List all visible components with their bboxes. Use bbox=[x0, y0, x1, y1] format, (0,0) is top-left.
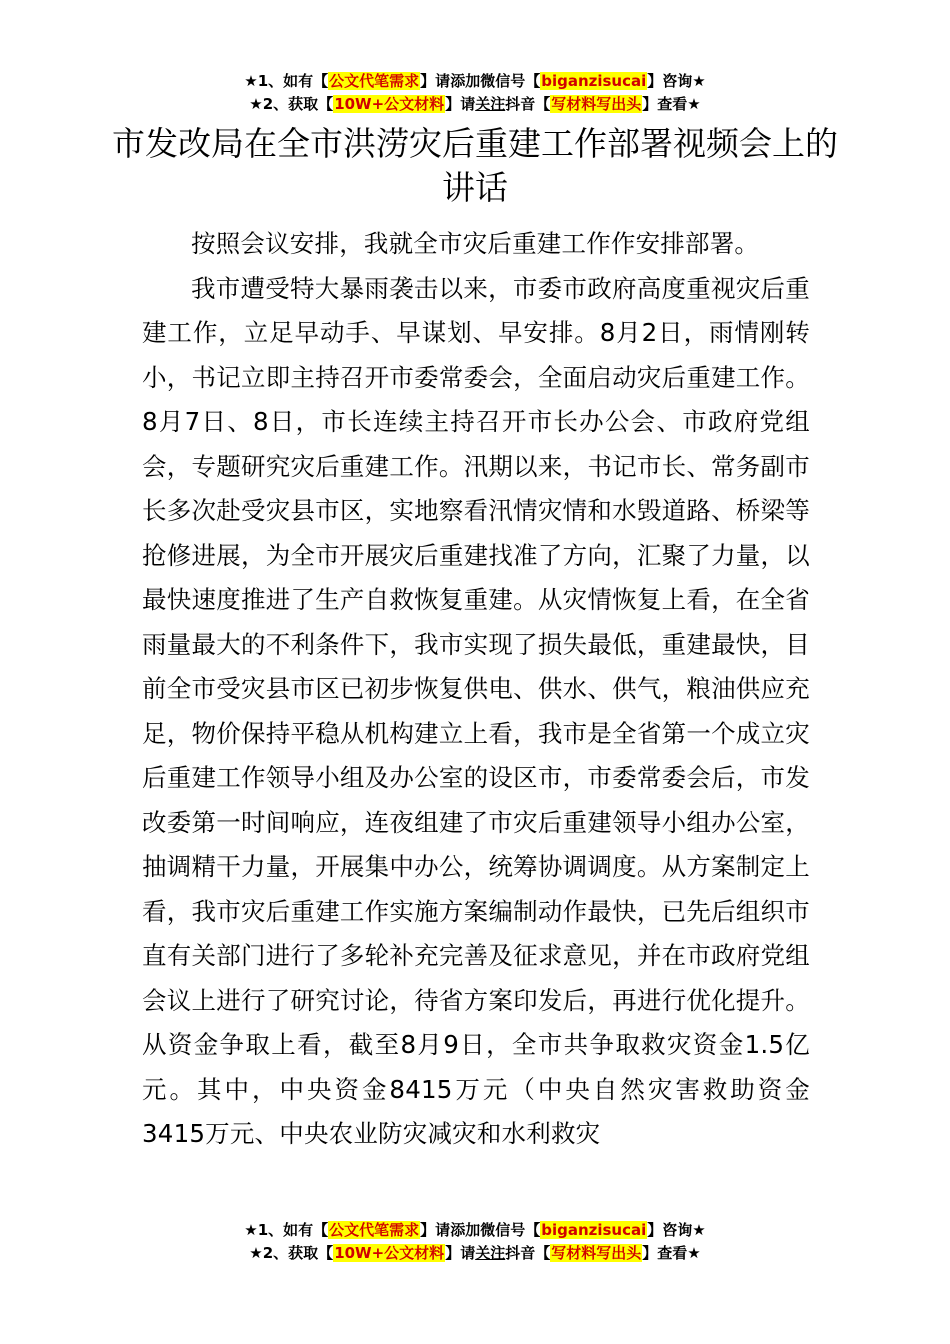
promo-text: 微信号【 bbox=[480, 72, 541, 90]
promo-text: ★1、如有【 bbox=[244, 1221, 329, 1239]
paragraph-intro: 按照会议安排，我就全市灾后重建工作作安排部署。 bbox=[191, 229, 760, 258]
promo-text: ★2、获取【 bbox=[249, 1244, 334, 1262]
document-title: 市发改局在全市洪涝灾后重建工作部署视频会上的讲话 bbox=[112, 124, 838, 207]
document-body bbox=[142, 222, 810, 1157]
promo-highlight: 写材料写出头 bbox=[551, 95, 642, 113]
promo-text: 】请 bbox=[420, 1221, 451, 1239]
promo-emphasis: 关注 bbox=[475, 95, 506, 113]
paragraph-main: 我市遭受特大暴雨袭击以来，市委市政府高度重视灾后重建工作，立足早动手、早谋划、早安排。8月2日，雨情刚转小，书记立即主持召开市委常委会，全面启动灾后重建工作。8月7日、8日，市长连续主持召开市长办公会、市政府党组会，专题研究灾后重建工作。汛期以来，书记市长、常务副市长多次赴受灾县市区，实地察看汛情灾情和水毁道路、桥梁等抢修进展，为全市开展灾后重建找准了方向，汇聚了力量，以最快速度推进了生产自救恢复重建。从灾情恢复上看，在全省雨量最大的不利条件下，我市实现了损失最低，重建最快，目前全市受灾县市区已初步恢复供电、供水、供气，粮油供应充足，物价保持平稳从机构建立上看，我市是全省第一个成立灾后重建工作领导小组及办公室的设区市，市委常委会后，市发改委第一时间响应，连夜组建了市灾后重建领导小组办公室，抽调精干力量，开展集中办公，统筹协调调度。从方案制定上看，我市灾后重建工作实施方案编制动作最快，已先后组织市直有关部门进行了多轮补充完善及征求意见，并在市政府党组会议上进行了研究讨论，待省方案印发后，再进行优化提升。从资金争取上看，截至8月9日，全市共争取救灾资金1.5亿元。其中，中央资金8415万元（中央自然灾害救助资金3415万元、中央农业防灾减灾和水利救灾 bbox=[142, 273, 810, 1148]
promo-emphasis: 关注 bbox=[475, 1244, 506, 1262]
promo-text: 】咨询★ bbox=[647, 72, 706, 90]
promo-emphasis: 添加 bbox=[450, 1221, 481, 1239]
promo-text: 】请 bbox=[445, 95, 476, 113]
promo-banner-top bbox=[0, 70, 950, 116]
promo-line-1 bbox=[0, 1219, 950, 1242]
promo-text: 】咨询★ bbox=[647, 1221, 706, 1239]
promo-line-1 bbox=[0, 70, 950, 93]
promo-text: 】请 bbox=[420, 72, 451, 90]
promo-text: ★2、获取【 bbox=[249, 95, 334, 113]
promo-banner-bottom bbox=[0, 1219, 950, 1265]
promo-highlight: 公文代笔需求 bbox=[329, 1221, 420, 1239]
promo-line-2 bbox=[0, 93, 950, 116]
promo-emphasis: 添加 bbox=[450, 72, 481, 90]
promo-text: 】查看★ bbox=[642, 1244, 701, 1262]
promo-text: 】请 bbox=[445, 1244, 476, 1262]
promo-highlight: 10W+公文材料 bbox=[334, 95, 445, 113]
promo-line-2 bbox=[0, 1242, 950, 1265]
promo-highlight: 写材料写出头 bbox=[551, 1244, 642, 1262]
promo-text: 抖音【 bbox=[505, 95, 551, 113]
promo-highlight: 公文代笔需求 bbox=[329, 72, 420, 90]
promo-text: 】查看★ bbox=[642, 95, 701, 113]
promo-text: ★1、如有【 bbox=[244, 72, 329, 90]
promo-text: 抖音【 bbox=[505, 1244, 551, 1262]
promo-highlight: 10W+公文材料 bbox=[334, 1244, 445, 1262]
promo-text: 微信号【 bbox=[480, 1221, 541, 1239]
promo-highlight: biganzisucai bbox=[541, 72, 647, 90]
promo-highlight: biganzisucai bbox=[541, 1221, 647, 1239]
